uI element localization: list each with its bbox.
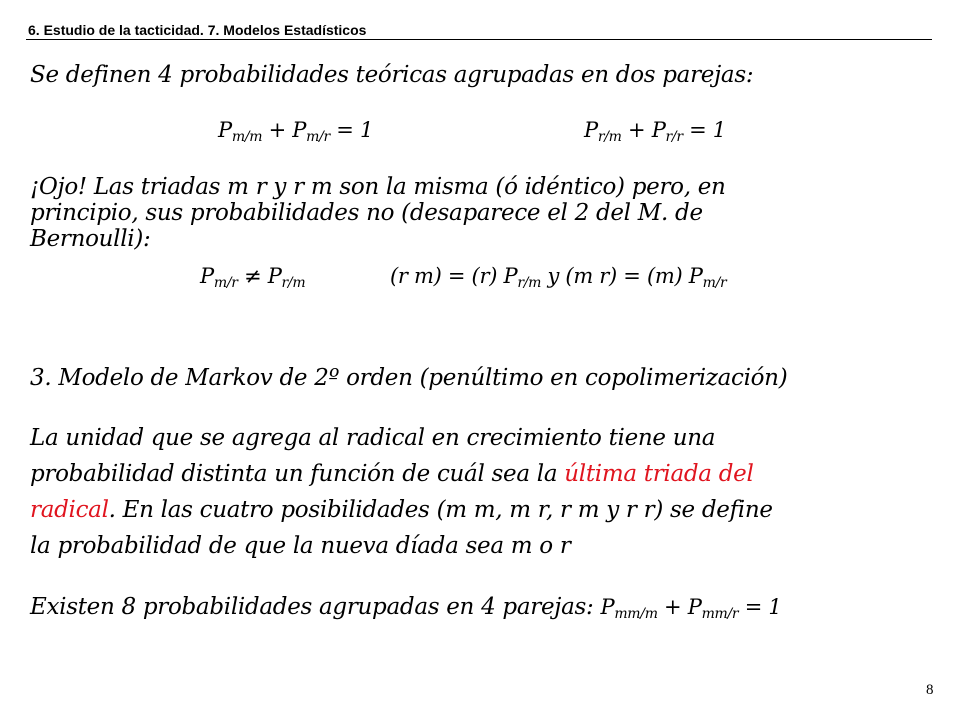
prob-symbol: P xyxy=(503,264,518,288)
ojo-line-1: ¡Ojo! Las triadas m r y r m son la misma (ó idéntico) pero, en xyxy=(30,174,726,200)
paragraph-line-4: la probabilidad de que la nueva díada sea m o r xyxy=(30,533,571,559)
intro-line: Se definen 4 probabilidades teóricas agrupadas en dos parejas: xyxy=(30,62,754,88)
prob-symbol: P xyxy=(688,264,703,288)
paragraph-line-2 xyxy=(30,461,754,487)
section-title: 6. Estudio de la tacticidad. 7. Modelos Estadísticos xyxy=(28,22,367,38)
final-line xyxy=(30,594,781,620)
triad-rm-term: (r m) = (r) xyxy=(390,264,504,288)
highlighted-text: última triada del xyxy=(564,461,754,487)
prob-symbol: P xyxy=(267,264,282,288)
plus-sign: + xyxy=(657,595,688,619)
triad-expression xyxy=(390,264,727,291)
page-number: 8 xyxy=(926,682,934,698)
prob-subscript: r/m xyxy=(517,275,542,291)
prob-symbol: P xyxy=(584,118,598,142)
equals-one: = 1 xyxy=(738,595,782,619)
prob-subscript: r/m xyxy=(597,129,622,145)
highlighted-text: radical xyxy=(30,497,109,523)
model-heading: 3. Modelo de Markov de 2º orden (penúltimo en copolimerización) xyxy=(30,365,788,391)
header-divider xyxy=(26,39,932,40)
prob-subscript: m/r xyxy=(213,275,238,291)
prob-symbol: P xyxy=(651,118,666,142)
prob-symbol: P xyxy=(218,118,232,142)
paragraph-text: . En las cuatro posibilidades (m m, m r, r m y r r) se define xyxy=(108,497,773,523)
final-text: Existen 8 probabilidades agrupadas en 4 parejas: xyxy=(30,594,601,620)
prob-subscript: m/r xyxy=(702,275,727,291)
plus-sign: + xyxy=(262,118,293,142)
plus-sign: + xyxy=(621,118,652,142)
prob-subscript: r/r xyxy=(665,129,683,145)
prob-symbol: P xyxy=(292,118,307,142)
equals-one: = 1 xyxy=(682,118,726,142)
prob-symbol: P xyxy=(687,595,702,619)
triad-mr-term: y (m r) = (m) xyxy=(541,264,689,288)
equals-one: = 1 xyxy=(329,118,374,142)
prob-subscript: mm/m xyxy=(614,606,658,622)
prob-symbol: P xyxy=(600,595,615,619)
prob-subscript: m/r xyxy=(306,129,330,145)
prob-subscript: mm/r xyxy=(701,606,739,622)
equation-m-pair xyxy=(218,118,374,145)
prob-subscript: m/m xyxy=(231,129,263,145)
paragraph-line-1: La unidad que se agrega al radical en crecimiento tiene una xyxy=(30,425,716,451)
inequality-expression xyxy=(200,264,306,291)
paragraph-line-3 xyxy=(30,497,773,523)
ojo-line-2: principio, sus probabilidades no (desaparece el 2 del M. de xyxy=(30,200,703,226)
not-equal-sign: ≠ xyxy=(237,264,268,288)
paragraph-text: probabilidad distinta un función de cuál sea la xyxy=(30,461,565,487)
prob-symbol: P xyxy=(200,264,214,288)
prob-subscript: r/m xyxy=(281,275,306,291)
equation-r-pair xyxy=(584,118,726,145)
ojo-line-3: Bernoulli): xyxy=(30,226,151,252)
